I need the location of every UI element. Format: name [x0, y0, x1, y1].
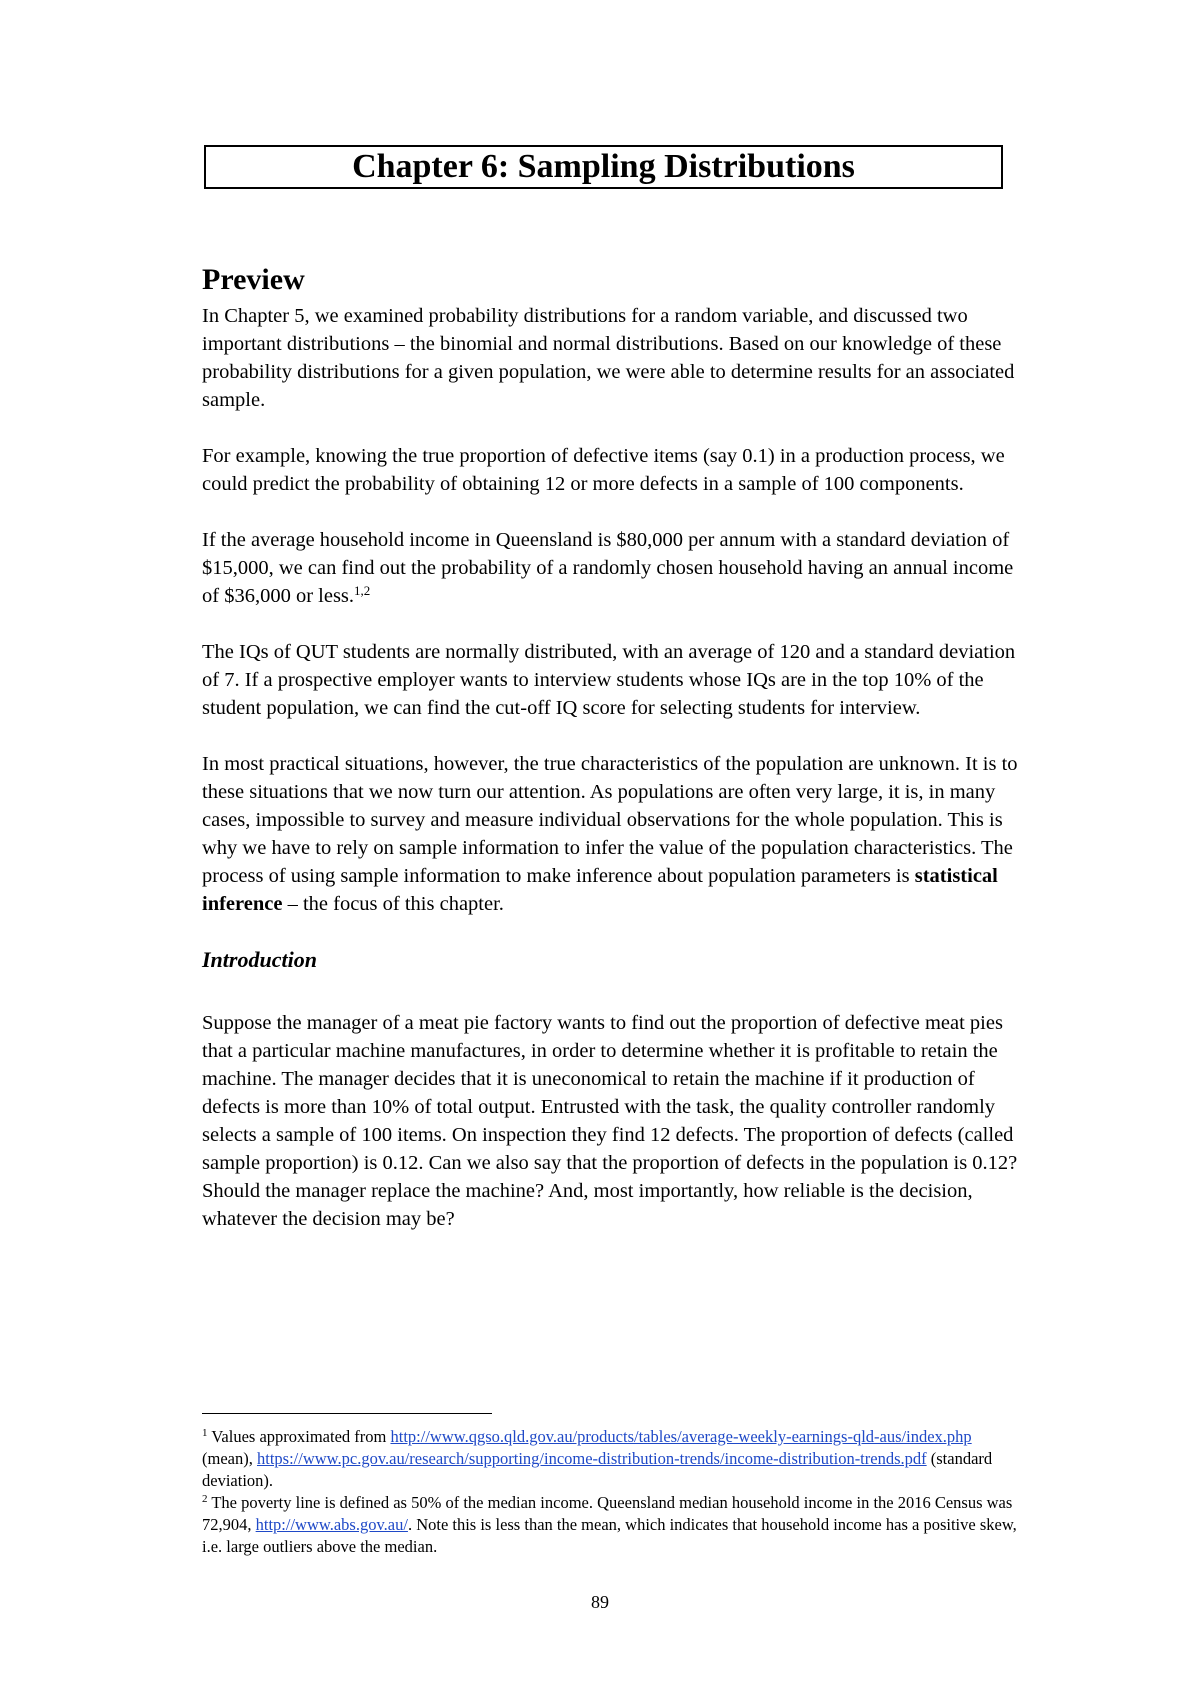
footnote-1-number: 1: [202, 1427, 208, 1439]
footnote-2-link-abs[interactable]: http://www.abs.gov.au/: [255, 1515, 408, 1534]
footnote-1-link-qgso[interactable]: http://www.qgso.qld.gov.au/products/tables/average-weekly-earnings-qld-aus/index.php: [390, 1427, 972, 1446]
preview-paragraph-2: For example, knowing the true proportion of defective items (say 0.1) in a production process, we could predict the probability of obtaining 12 or more defects in a sample of 100 components.: [202, 445, 1005, 495]
preview-heading: Preview: [202, 263, 305, 296]
preview-paragraph-3-text: If the average household income in Queensland is $80,000 per annum with a standard deviation of $15,000, we can find out the probability of a randomly chosen household having an annual income of $36,000 or less.: [202, 529, 1014, 607]
footnote-1: [202, 1426, 1022, 1492]
statistical-inference-term: statistical inference: [202, 865, 998, 915]
footnote-separator: [202, 1413, 492, 1414]
footnote-1-text-2: (mean),: [202, 1449, 257, 1468]
footnotes: [202, 1413, 1022, 1558]
footnote-1-text-3: (standard deviation).: [202, 1449, 993, 1490]
footnote-ref-1-2[interactable]: 1,2: [354, 583, 371, 598]
footnote-2-text-2: . Note this is less than the mean, which indicates that household income has a positive skew, i.e. large outliers above the median.: [202, 1515, 1017, 1556]
preview-paragraph-5-end: – the focus of this chapter.: [282, 893, 504, 915]
preview-paragraph-3: [202, 526, 1022, 610]
preview-paragraph-1: In Chapter 5, we examined probability distributions for a random variable, and discussed two important distributions – the binomial and normal distributions. Based on our knowledge of these probability distributions for a given population, we were able to determine results for an associated sample.: [202, 305, 1015, 411]
chapter-title-box: [204, 145, 1003, 189]
preview-paragraph-5-start: In most practical situations, however, the true characteristics of the population are unknown. It is to these situations that we now turn our attention. As populations are often very large, it is, in many cases, impossible to survey and measure individual observations for the whole population. This is why we have to rely on sample information to infer the value of the population characteristics. The process of using sample information to make inference about population parameters is: [202, 753, 1018, 887]
footnote-1-link-pc[interactable]: https://www.pc.gov.au/research/supporting/income-distribution-trends/income-distribution-trends.pdf: [256, 1449, 927, 1468]
preview-paragraph-4: The IQs of QUT students are normally distributed, with an average of 120 and a standard deviation of 7. If a prospective employer wants to interview students whose IQs are in the top 10% of the student population, we can find the cut-off IQ score for selecting students for interview.: [202, 641, 1016, 719]
footnote-2-text: The poverty line is defined as 50% of the median income. Queensland median household income in the 2016 Census was 72,904,: [202, 1493, 1013, 1534]
page-number: 89: [591, 1592, 609, 1612]
footnote-2: [202, 1492, 1022, 1558]
footnote-2-number: 2: [202, 1493, 208, 1505]
introduction-heading: Introduction: [202, 947, 317, 972]
footnote-1-text: Values approximated from: [207, 1427, 391, 1446]
preview-paragraph-5: [202, 750, 1022, 918]
introduction-paragraph-1: Suppose the manager of a meat pie factory wants to find out the proportion of defective meat pies that a particular machine manufactures, in order to determine whether it is profitable to retain the machine. The manager decides that it is uneconomical to retain the machine if it production of defects is more than 10% of total output. Entrusted with the task, the quality controller randomly selects a sample of 100 items. On inspection they find 12 defects. The proportion of defects (called sample proportion) is 0.12. Can we also say that the proportion of defects in the population is 0.12? Should the manager replace the machine? And, most importantly, how reliable is the decision, whatever the decision may be?: [202, 1011, 1018, 1230]
main-content: [202, 262, 1022, 1261]
chapter-title: Chapter 6: Sampling Distributions: [352, 148, 855, 185]
